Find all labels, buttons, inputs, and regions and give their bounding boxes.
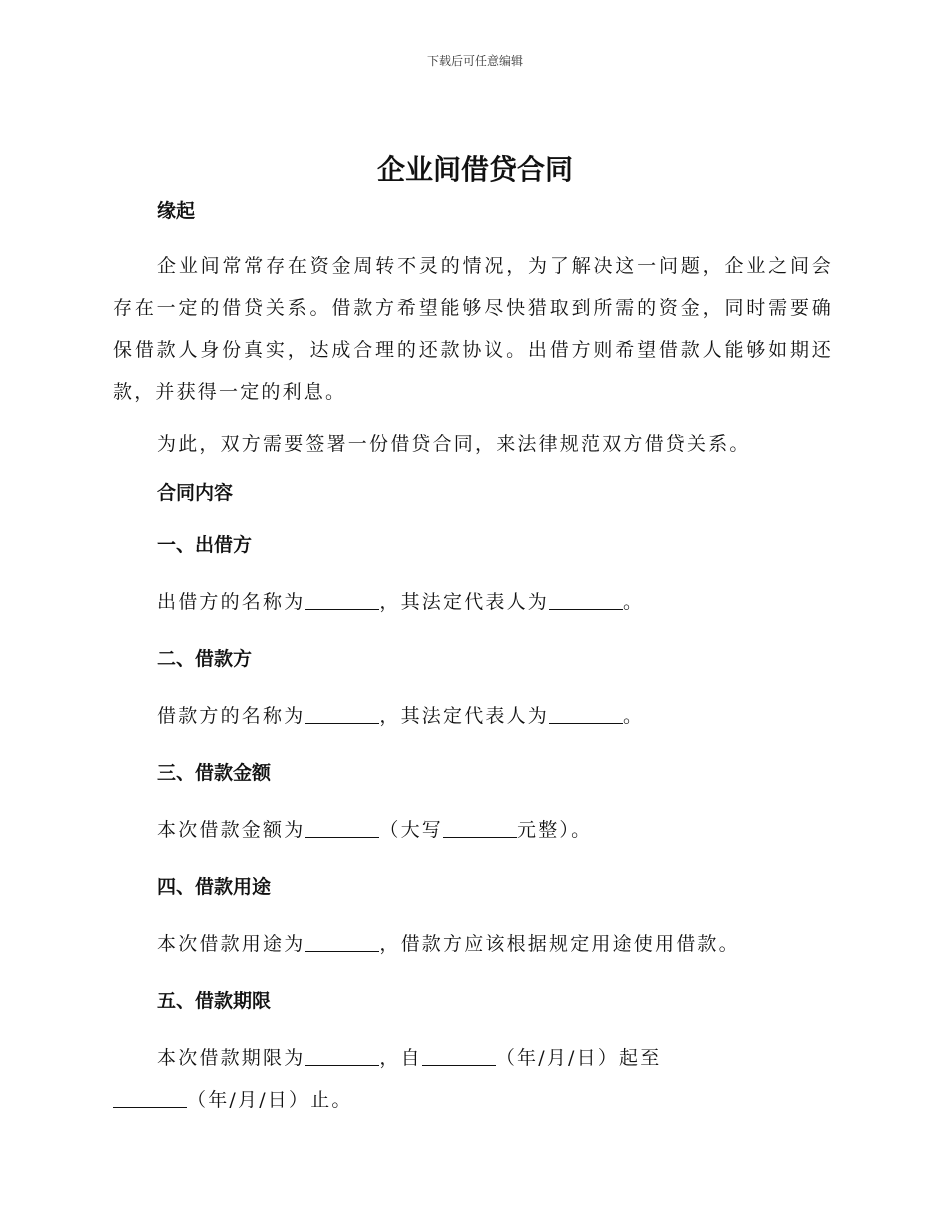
- amount-words-blank[interactable]: [443, 819, 517, 838]
- term-start-blank[interactable]: [422, 1047, 496, 1066]
- header-note: 下载后可任意编辑: [426, 54, 523, 68]
- lender-text-b: ，其法定代表人为: [379, 591, 550, 613]
- section-heading-borrower: 二、借款方: [157, 648, 253, 670]
- section-heading-contract-content: 合同内容: [157, 482, 234, 504]
- document-title: 企业间借贷合同: [376, 153, 573, 186]
- lender-text-a: 出借方的名称为: [157, 591, 306, 613]
- purpose-text-b: ，借款方应该根据规定用途使用借款。: [379, 933, 740, 955]
- section-heading-amount: 三、借款金额: [157, 762, 272, 784]
- section-heading-purpose: 四、借款用途: [157, 876, 272, 898]
- term-line-1: [113, 1037, 833, 1079]
- term-text-b: ，自: [379, 1047, 422, 1069]
- term-text-c: （年/月/日）起至: [495, 1047, 662, 1069]
- lender-line: [113, 581, 833, 623]
- origin-paragraph-1: 企业间常常存在资金周转不灵的情况，为了解决这一问题，企业之间会存在一定的借贷关系。借款方希望能够尽快猎取到所需的资金，同时需要确保借款人身份真实，达成合理的还款协议。出借方则希望借款人能够如期还款，并获得一定的利息。: [113, 255, 833, 403]
- borrower-text-a: 借款方的名称为: [157, 705, 306, 727]
- lender-rep-blank[interactable]: [549, 591, 623, 610]
- term-period-blank[interactable]: [305, 1047, 379, 1066]
- section-heading-origin: 缘起: [157, 200, 196, 222]
- term-end-blank[interactable]: [113, 1089, 187, 1108]
- term-line-2: [113, 1079, 833, 1121]
- borrower-text-c: 。: [623, 705, 645, 727]
- section-heading-term: 五、借款期限: [157, 990, 272, 1012]
- amount-text-a: 本次借款金额为: [157, 819, 306, 841]
- borrower-text-b: ，其法定代表人为: [379, 705, 550, 727]
- borrower-name-blank[interactable]: [305, 705, 379, 724]
- document-body: [113, 195, 833, 1121]
- purpose-text-a: 本次借款用途为: [157, 933, 306, 955]
- term-text-a: 本次借款期限为: [157, 1047, 306, 1069]
- purpose-line: [113, 923, 833, 965]
- term-text-d: （年/月/日）止。: [187, 1089, 353, 1111]
- amount-text-b: （大写: [379, 819, 444, 841]
- section-heading-lender: 一、出借方: [157, 534, 253, 556]
- amount-text-c: 元整）。: [517, 819, 593, 841]
- origin-paragraph-2: 为此，双方需要签署一份借贷合同，来法律规范双方借贷关系。: [157, 433, 751, 455]
- lender-name-blank[interactable]: [305, 591, 379, 610]
- borrower-rep-blank[interactable]: [549, 705, 623, 724]
- lender-text-c: 。: [623, 591, 645, 613]
- borrower-line: [113, 695, 833, 737]
- amount-blank[interactable]: [305, 819, 379, 838]
- purpose-blank[interactable]: [305, 933, 379, 952]
- amount-line: [113, 809, 833, 851]
